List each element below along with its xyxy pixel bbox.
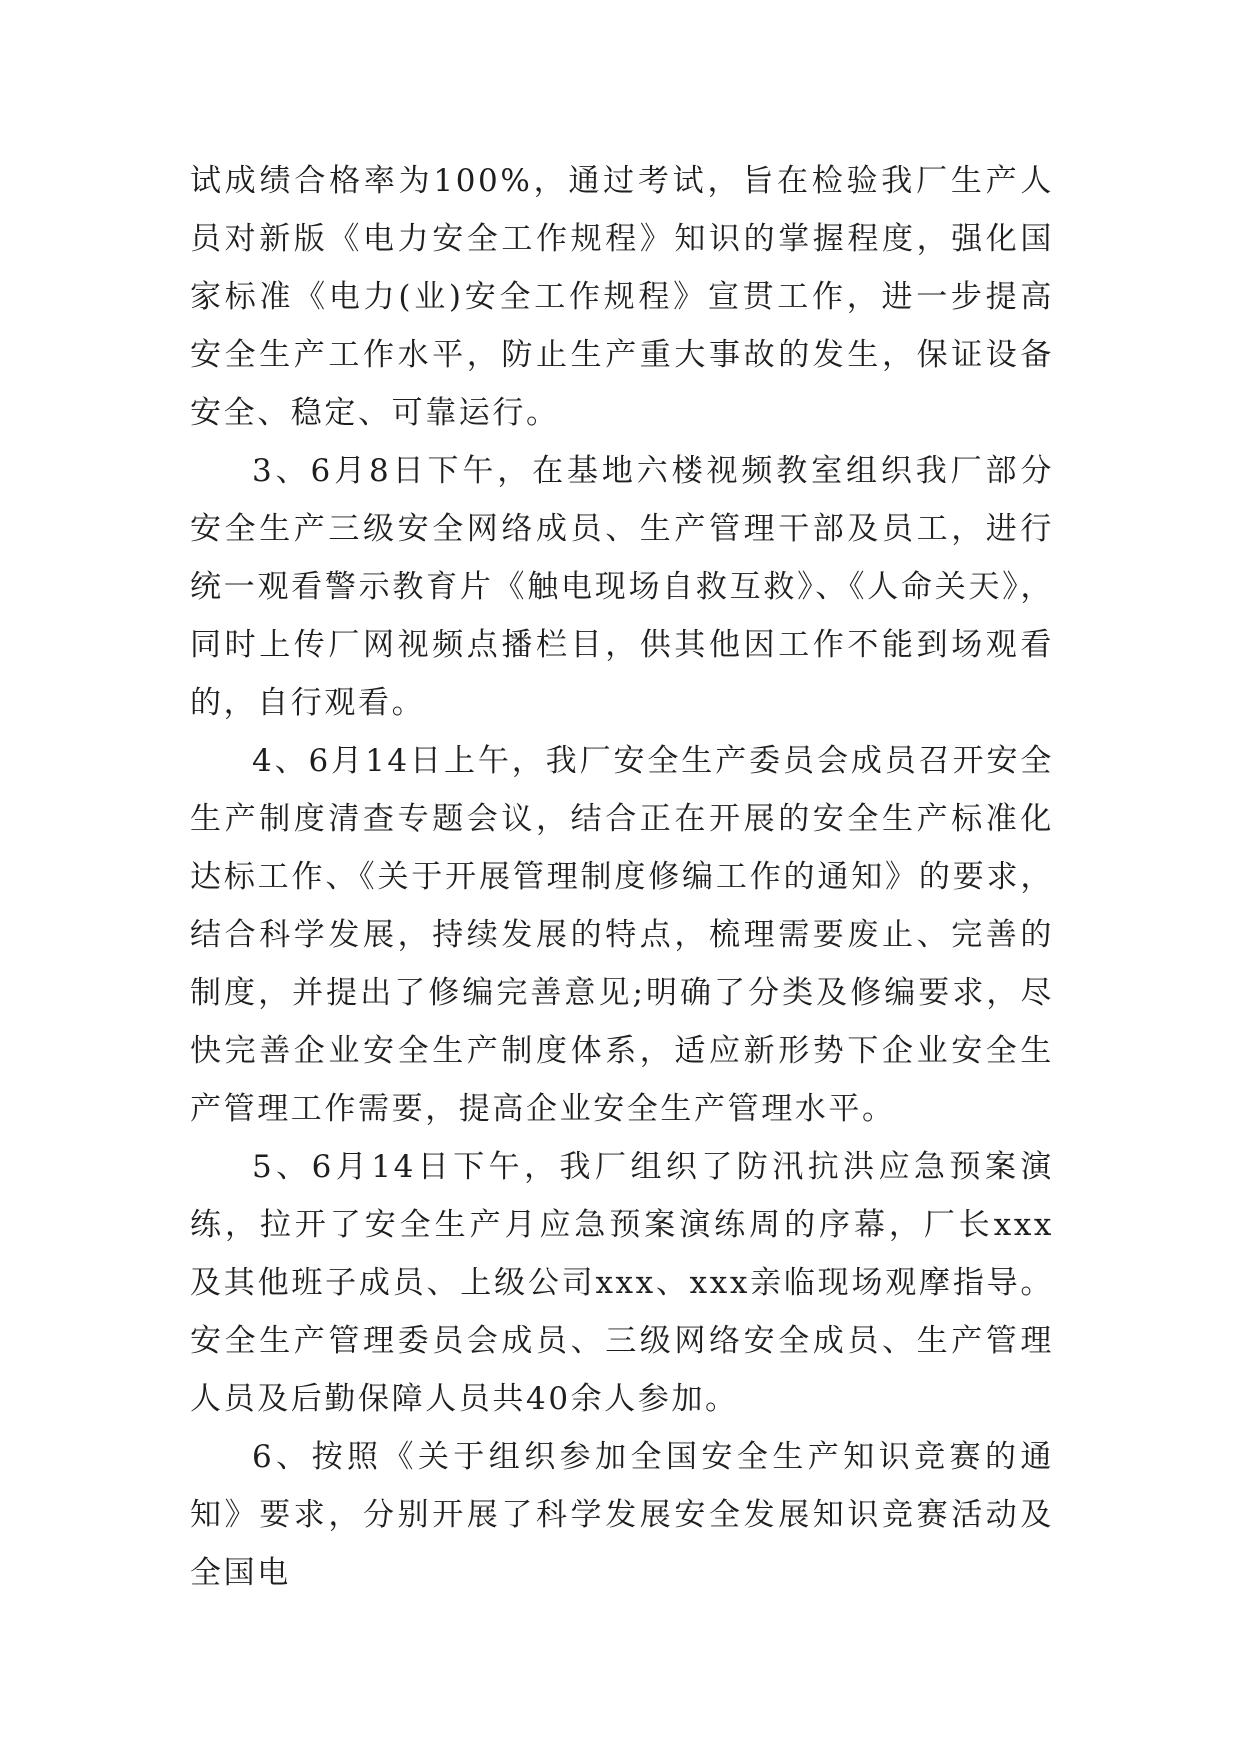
paragraph-item-6: 6、按照《关于组织参加全国安全生产知识竞赛的通知》要求，分别开展了科学发展安全发展知识竞赛活动及全国电 [190,1439,1054,1591]
document-body [190,152,1054,1602]
paragraph-item-3: 3、6月8日下午，在基地六楼视频教室组织我厂部分安全生产三级安全网络成员、生产管理干部及员工，进行统一观看警示教育片《触电现场自救互救》、《人命关天》，同时上传厂网视频点播栏目，供其他因工作不能到场观看的，自行观看。 [190,453,1054,721]
paragraph-item-4: 4、6月14日上午，我厂安全生产委员会成员召开安全生产制度清查专题会议，结合正在开展的安全生产标准化达标工作、《关于开展管理制度修编工作的通知》的要求，结合科学发展，持续发展的特点，梳理需要废止、完善的制度，并提出了修编完善意见;明确了分类及修编要求，尽快完善企业安全生产制度体系，适应新形势下企业安全生产管理工作需要，提高企业安全生产管理水平。 [190,743,1054,1127]
paragraph-exam-results: 试成绩合格率为100%，通过考试，旨在检验我厂生产人员对新版《电力安全工作规程》知识的掌握程度，强化国家标准《电力(业)安全工作规程》宣贯工作，进一步提高安全生产工作水平，防止生产重大事故的发生，保证设备安全、稳定、可靠运行。 [190,163,1054,431]
paragraph-item-5: 5、6月14日下午，我厂组织了防汛抗洪应急预案演练，拉开了安全生产月应急预案演练周的序幕，厂长xxx及其他班子成员、上级公司xxx、xxx亲临现场观摩指导。安全生产管理委员会成员、三级网络安全成员、生产管理人员及后勤保障人员共40余人参加。 [190,1149,1054,1417]
